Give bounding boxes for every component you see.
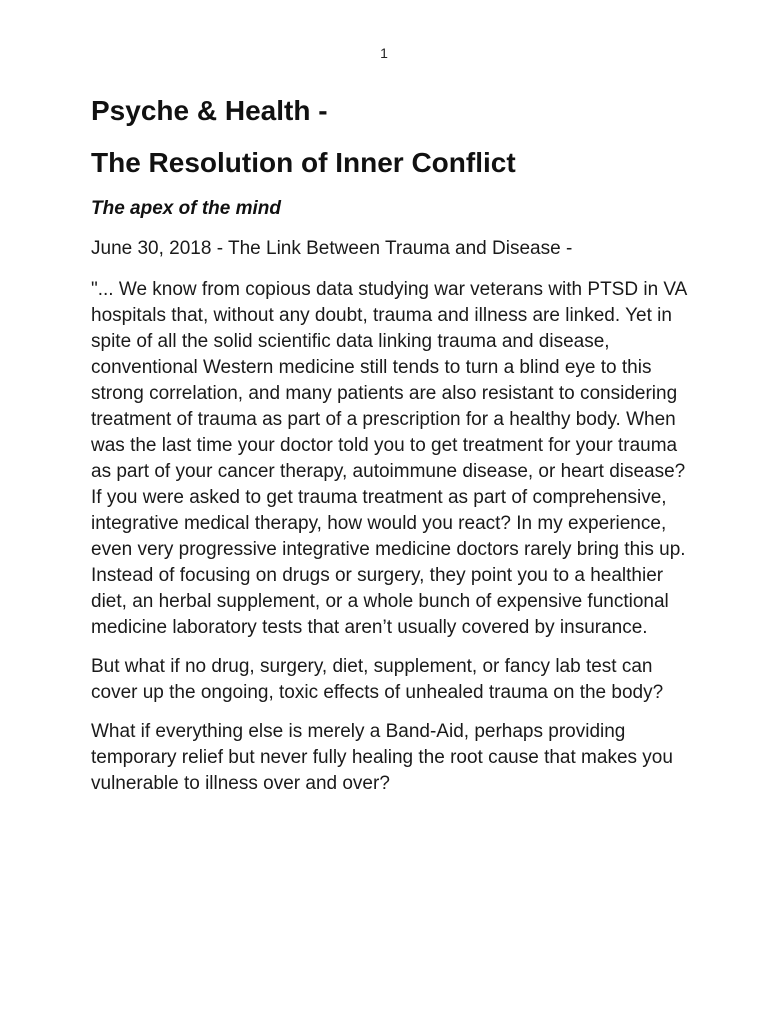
dateline: June 30, 2018 - The Link Between Trauma and Disease - [91,238,573,259]
page-content [91,92,691,797]
document-title-line-1: Psyche & Health - [91,95,328,126]
page-number: 1 [380,45,388,61]
document-subtitle: The apex of the mind [91,198,282,219]
document-title-line-2: The Resolution of Inner Conflict [91,147,516,178]
body-paragraph: What if everything else is merely a Band-Aid, perhaps providing temporary relief but never fully healing the root cause that makes you vulnerable to illness over and over? [91,721,673,794]
body-paragraph: "... We know from copious data studying war veterans with PTSD in VA hospitals that, without any doubt, trauma and illness are linked. Yet in spite of all the solid scientific data linking trauma and disease, conventional Western medicine still tends to turn a blind eye to this strong correlation, and many patients are also resistant to considering treatment of trauma as part of a prescription for a healthy body. When was the last time your doctor told you to get treatment for your trauma as part of your cancer therapy, autoimmune disease, or heart disease? If you were asked to get trauma treatment as part of comprehensive, integrative medical therapy, how would you react? In my experience, even very progressive integrative medicine doctors rarely bring this up. Instead of focusing on drugs or surgery, they point you to a healthier diet, an herbal supplement, or a whole bunch of expensive functional medicine laboratory tests that aren’t usually covered by insurance. [91,279,687,638]
body-paragraph: But what if no drug, surgery, diet, supplement, or fancy lab test can cover up the ongoing, toxic effects of unhealed trauma on the body? [91,656,664,703]
